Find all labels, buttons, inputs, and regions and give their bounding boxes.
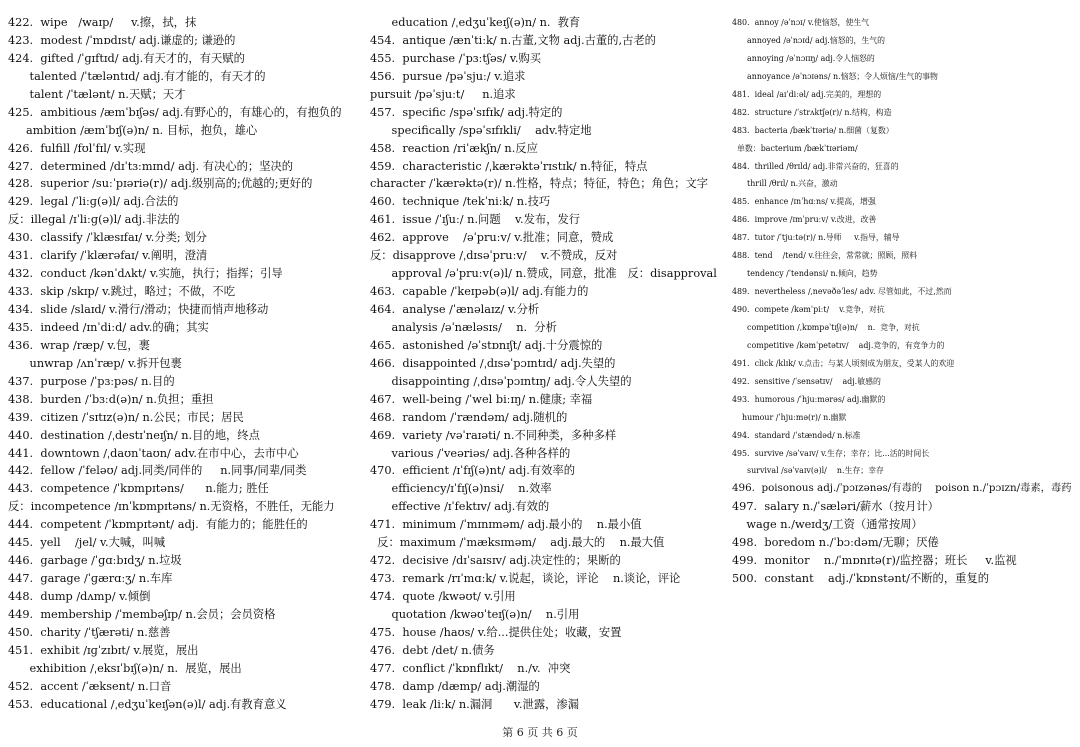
vocab-entry-line: 499. monitor n./ˈmɒnɪtə(r)/监控器；班长 v.监视 [732,554,1017,568]
vocab-entry-line: 441. downtown /ˌdaʊnˈtaʊn/ adv.在市中心，去市中心 [8,446,299,460]
vocab-entry-line: 483. bacteria /bækˈtɪəriə/ n.细菌（复数） [732,125,894,135]
vocab-entry-line: 424. gifted /ˈɡɪftɪd/ adj.有天才的，有天赋的 [8,51,245,65]
vocab-entry-line: 反：disapprove /ˌdɪsəˈpruːv/ v.不赞成，反对 [370,249,618,263]
vocab-entry-line: 439. citizen /ˈsɪtɪz(ə)n/ n.公民；市民；居民 [8,410,244,424]
vocab-entry-line: 430. classify /ˈklæsɪfaɪ/ v.分类; 划分 [8,231,207,245]
vocab-entry-line: 482. structure /ˈstrʌktʃə(r)/ n.结构，构造 [732,107,892,117]
vocab-entry-line: pursuit /pəˈsjuːt/ n.追求 [370,87,516,101]
vocab-entry-line: 500. constant adj./ˈkɒnstənt/不断的，重复的 [732,572,990,586]
vocab-entry-line: annoying /əˈnɔɪɪŋ/ adj.令人恼怒的 [732,53,875,63]
vocab-entry-line: 反：maximum /ˈmæksɪməm/ adj.最大的 n.最大值 [370,536,665,550]
vocab-entry-line: 498. boredom n./ˈbɔːdəm/无聊；厌倦 [732,536,939,550]
vocab-entry-line: specifically /spəˈsɪfɪkli/ adv.特定地 [370,123,592,137]
vocab-column-1 [8,14,342,714]
vocab-entry-line: 单数：bacterium /bækˈtɪəriəm/ [732,143,858,153]
vocab-entry-line: 474. quote /kwəʊt/ v.引用 [370,590,516,603]
vocab-entry-line: 449. membership /ˈmembəʃɪp/ n.会员；会员资格 [8,607,276,621]
vocab-entry-line: efficiency/ɪˈfɪʃ(ə)nsi/ n.效率 [370,482,552,496]
vocab-entry-line: 440. destination /ˌdestɪˈneɪʃn/ n.目的地，终点 [8,428,260,442]
vocab-entry-line: 432. conduct /kənˈdʌkt/ v.实施，执行；指挥；引导 [8,267,283,281]
vocab-entry-line: 452. accent /ˈæksent/ n.口音 [8,679,172,693]
vocab-entry-line: tendency /ˈtendənsi/ n.倾向，趋势 [732,269,878,279]
vocab-entry-line: 438. burden /ˈbɜːd(ə)n/ n.负担；重担 [8,392,214,406]
vocab-entry-line: quotation /kwəʊˈteɪʃ(ə)n/ n.引用 [370,607,580,621]
vocab-entry-line: 472. decisive /dɪˈsaɪsɪv/ adj.决定性的；果断的 [370,554,621,568]
vocab-entry-line: education /ˌedʒuˈkeɪʃ(ə)n/ n. 教育 [370,16,581,29]
vocab-entry-line: competition /ˌkɒmpəˈtɪʃ(ə)n/ n. 竞争，对抗 [732,322,920,332]
vocab-entry-line: 454. antique /ænˈtiːk/ n.古董,文物 adj.古董的,古老的 [370,33,656,47]
vocab-entry-line: wage n./weɪdʒ/工资（通常按周） [732,518,923,532]
vocab-entry-line: 446. garbage /ˈɡɑːbɪdʒ/ n.垃圾 [8,554,182,568]
vocab-entry-line: 453. educational /ˌedʒuˈkeɪʃən(ə)l/ adj.有教育意义 [8,697,287,711]
vocab-entry-line: 435. indeed /ɪnˈdiːd/ adv.的确；其实 [8,320,209,334]
vocab-entry-line: 477. conflict /ˈkɒnflɪkt/ n./v. 冲突 [370,661,571,675]
vocab-entry-line: unwrap /ʌnˈræp/ v.拆开包裹 [8,356,182,370]
vocab-entry-line: 479. leak /liːk/ n.漏洞 v.泄露，渗漏 [370,697,580,711]
vocab-entry-line: 490. compete /kəmˈpiːt/ v.竞争，对抗 [732,305,885,314]
vocab-entry-line: 反：illegal /ɪˈliːɡ(ə)l/ adj.非法的 [8,213,180,227]
vocab-entry-line: 457. specific /spəˈsɪfɪk/ adj.特定的 [370,105,563,119]
vocab-entry-line: various /ˈveəriəs/ adj.各种各样的 [370,446,571,460]
vocab-entry-line: 433. skip /skɪp/ v.跳过，略过；不做，不吃 [8,285,236,299]
vocab-entry-line: analysis /əˈnæləsɪs/ n. 分析 [370,320,557,334]
vocab-entry-line: talent /ˈtælənt/ n.天赋；天才 [8,87,186,101]
vocab-entry-line: 458. reaction /riˈækʃn/ n.反应 [370,141,538,155]
vocab-entry-line: annoyance /əˈnɔɪəns/ n.恼怒；令人烦恼/生气的事物 [732,71,938,81]
vocab-entry-line: 491. click /klɪk/ v.点击；与某人顷刻成为朋友，受某人的欢迎 [732,358,955,368]
vocab-entry-line: 489. nevertheless /ˌnevəðəˈles/ adv. 尽管如此，不过,然而 [732,287,952,297]
vocab-entry-line: disappointing /ˌdɪsəˈpɔɪntɪŋ/ adj.令人失望的 [370,374,632,388]
vocab-entry-line: 443. competence /ˈkɒmpɪtəns/ n.能力; 胜任 [8,482,269,496]
vocab-entry-line: annoyed /əˈnɔɪd/ adj.恼怒的，生气的 [732,35,886,45]
vocab-entry-line: 475. house /haʊs/ v.给...提供住处；收藏，安置 [370,625,622,639]
vocab-entry-line: 459. characteristic /ˌkærəktəˈrɪstɪk/ n.特征，特点 [370,159,648,173]
page-footer: 第 6 页 共 6 页 [502,726,578,739]
vocab-entry-line: 436. wrap /ræp/ v.包，裹 [8,338,150,352]
vocab-entry-line: 496. poisonous adj./ˈpɔɪzənəs/有毒的 poison n./ˈpɔɪzn/毒素，毒药 [732,482,1072,495]
vocab-entry-line: 471. minimum /ˈmɪnɪməm/ adj.最小的 n.最小值 [370,518,642,532]
vocab-entry-line: 462. approve /əˈpruːv/ v.批准；同意，赞成 [370,231,614,245]
vocab-entry-line: 480. annoy /əˈnɔɪ/ v.使恼怒，使生气 [732,18,870,27]
vocab-entry-line: 431. clarify /ˈklærəfaɪ/ v.阐明，澄清 [8,249,208,263]
vocab-entry-line: 468. random /ˈrændəm/ adj.随机的 [370,410,568,424]
vocab-entry-line: exhibition /ˌeksɪˈbɪʃ(ə)n/ n. 展览，展出 [8,661,242,675]
vocab-entry-line: approval /əˈpruːv(ə)l/ n.赞成，同意，批准 反：disapproval [370,267,717,281]
vocab-entry-line: 434. slide /slaɪd/ v.滑行/滑动；快捷而悄声地移动 [8,303,269,316]
vocab-entry-line: 488. tend /tend/ v.往往会，常常就；照顾，照料 [732,251,917,261]
vocab-entry-line: 478. damp /dæmp/ adj.潮湿的 [370,679,540,693]
vocab-entry-line: 445. yell /jel/ v.大喊，叫喊 [8,536,166,550]
vocab-entry-line: 428. superior /suːˈpɪəriə(r)/ adj.级别高的;优越的;更好的 [8,177,313,191]
vocab-entry-line: 423. modest /ˈmɒdɪst/ adj.谦虚的; 谦逊的 [8,33,236,47]
vocab-entry-line: 444. competent /ˈkɒmpɪtənt/ adj. 有能力的；能胜任的 [8,518,308,532]
vocab-entry-line: 463. capable /ˈkeɪpəb(ə)l/ adj.有能力的 [370,285,589,299]
vocab-entry-line: 495. survive /səˈvaɪv/ v.生存；幸存；比...活的时间长 [732,448,930,458]
vocab-entry-line: 437. purpose /ˈpɜːpəs/ n.目的 [8,374,175,388]
vocab-entry-line: 473. remark /rɪˈmɑːk/ v.说起，谈论，评论 n.谈论，评论 [370,572,681,586]
vocab-entry-line: 448. dump /dʌmp/ v.倾倒 [8,590,151,603]
vocab-entry-line: 422. wipe /waɪp/ v.擦，拭，抹 [8,16,197,29]
vocab-entry-line: 427. determined /dɪˈtɜːmɪnd/ adj. 有决心的；坚决的 [8,159,294,173]
vocab-entry-line: 426. fulfill /fʊlˈfɪl/ v.实现 [8,141,146,155]
vocab-entry-line: 486. improve /ɪmˈpruːv/ v.改进，改善 [732,215,877,225]
vocab-entry-line: humour /ˈhjuːmə(r)/ n.幽默 [732,412,847,422]
vocab-entry-line: 461. issue /ˈɪʃuː/ n.问题 v.发布，发行 [370,213,581,227]
vocab-entry-line: survival /səˈvaɪv(ə)l/ n.生存；幸存 [732,466,884,476]
vocab-entry-line: 425. ambitious /æmˈbɪʃəs/ adj.有野心的，有雄心的，有抱负的 [8,105,342,119]
vocab-entry-line: 反：incompetence /ɪnˈkɒmpɪtəns/ n.无资格，不胜任，无能力 [8,500,335,514]
vocab-column-3 [732,14,1072,588]
vocab-entry-line: 429. legal /ˈliːɡ(ə)l/ adj.合法的 [8,195,179,209]
vocab-entry-line: 451. exhibit /ɪɡˈzɪbɪt/ v.展览，展出 [8,643,199,657]
vocab-entry-line: 469. variety /vəˈraɪəti/ n.不同种类，多种多样 [370,428,617,442]
vocab-entry-line: talented /ˈtæləntɪd/ adj.有才能的，有天才的 [8,69,266,83]
vocab-entry-line: 470. efficient /ɪˈfɪʃ(ə)nt/ adj.有效率的 [370,464,576,478]
vocab-entry-line: ambition /æmˈbɪʃ(ə)n/ n. 目标，抱负，雄心 [8,123,258,137]
vocab-entry-line: 467. well-being /ˈwel biːɪŋ/ n.健康; 幸福 [370,392,593,406]
vocab-column-2 [370,14,717,714]
vocab-entry-line: 442. fellow /ˈfeləʊ/ adj.同类/同伴的 n.同事/同辈/同类 [8,464,307,478]
vocab-entry-line: character /ˈkærəktə(r)/ n.性格，特点；特征，特色；角色；文字 [370,177,709,191]
vocab-entry-line: 492. sensitive /ˈsensətɪv/ adj.敏感的 [732,376,881,386]
vocab-entry-line: 466. disappointed /ˌdɪsəˈpɔɪntɪd/ adj.失望的 [370,356,616,370]
vocab-entry-line: 481. ideal /aɪˈdiːəl/ adj.完美的，理想的 [732,89,882,99]
vocab-entry-line: 485. enhance /ɪnˈhɑːns/ v.提高，增强 [732,197,876,207]
vocab-entry-line: thrill /θrɪl/ n.兴奋，激动 [732,179,838,189]
vocab-entry-line: 456. pursue /pəˈsjuː/ v.追求 [370,69,526,83]
vocab-entry-line: 493. humorous /ˈhjuːmərəs/ adj.幽默的 [732,394,886,404]
vocab-entry-line: 464. analyse /ˈænəlaɪz/ v.分析 [370,303,540,316]
vocab-entry-line: 450. charity /ˈtʃærəti/ n.慈善 [8,625,171,639]
vocab-entry-line: 455. purchase /ˈpɜːtʃəs/ v.购买 [370,51,542,65]
vocab-entry-line: 487. tutor /ˈtjuːtə(r)/ n.导师 v.指导，辅导 [732,233,900,243]
vocab-entry-line: 447. garage /ˈɡærɑːʒ/ n.车库 [8,572,173,586]
vocab-entry-line: 494. standard /ˈstændəd/ n.标准 [732,430,861,440]
vocab-entry-line: 460. technique /tekˈniːk/ n.技巧 [370,195,551,209]
vocab-entry-line: effective /ɪˈfektɪv/ adj.有效的 [370,500,550,514]
vocab-entry-line: 476. debt /det/ n.债务 [370,643,495,657]
vocab-entry-line: 465. astonished /əˈstɒnɪʃt/ adj.十分震惊的 [370,338,603,352]
vocab-entry-line: competitive /kəmˈpetətɪv/ adj.竞争的，有竞争力的 [732,340,945,350]
vocab-entry-line: 497. salary n./ˈsæləri/薪水（按月计） [732,500,939,514]
vocab-entry-line: 484. thrilled /θrɪld/ adj.非常兴奋的，狂喜的 [732,161,899,171]
